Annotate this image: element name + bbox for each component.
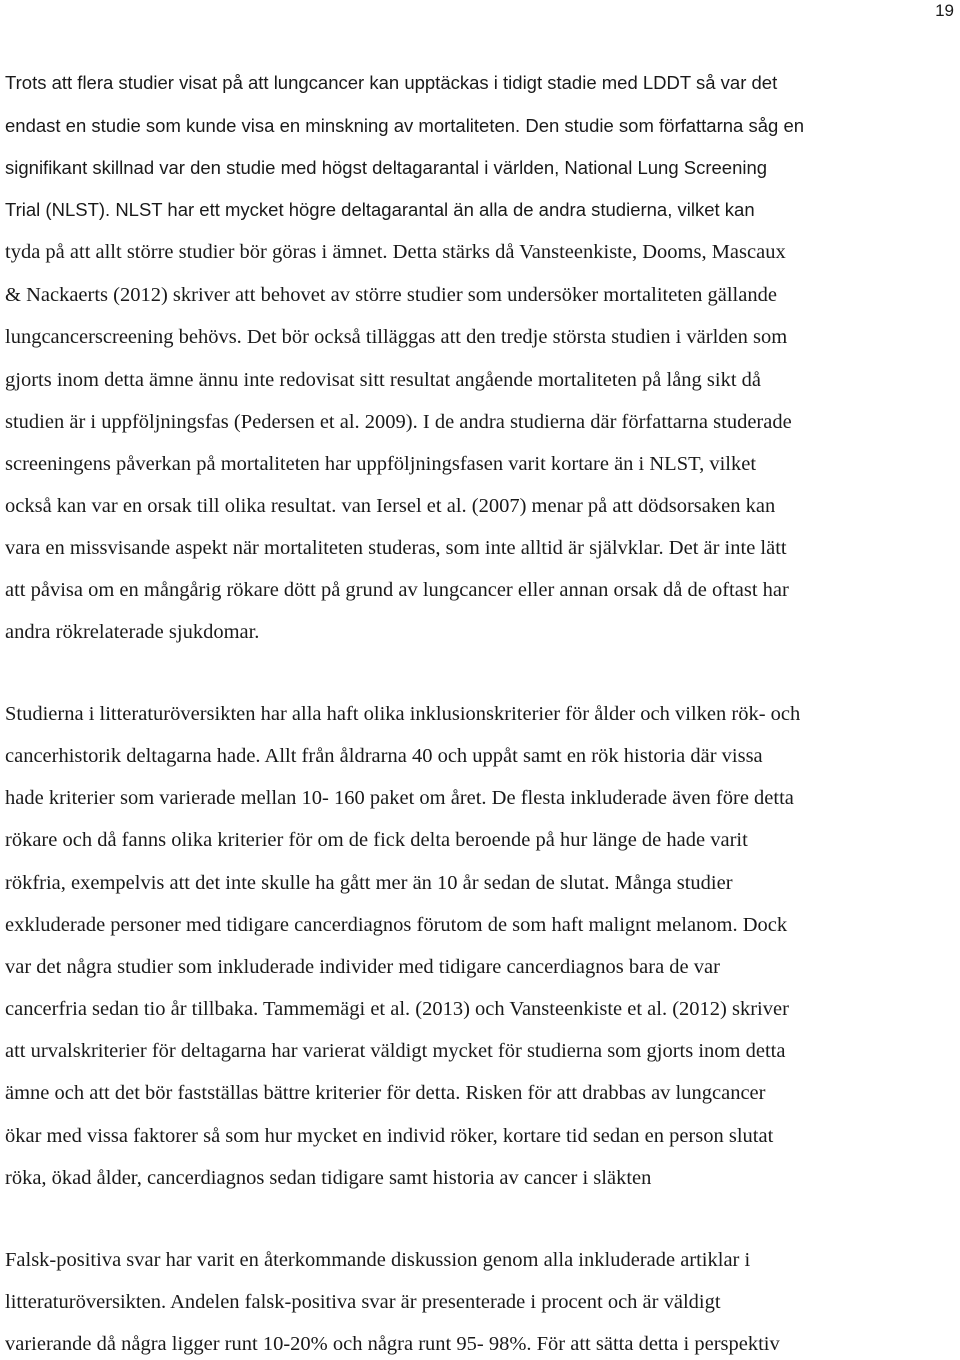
- text-line: exkluderade personer med tidigare cancerdiagnos förutom de som haft malignt melanom. Dock: [5, 914, 788, 936]
- text-line: också kan var en orsak till olika resultat. van Iersel et al. (2007) menar på att dödsorsaken kan: [5, 495, 776, 517]
- text-line: lungcancerscreening behövs. Det bör också tilläggas att den tredje största studien i världen som: [5, 326, 788, 348]
- text-line: ökar med vissa faktorer så som hur mycket en individ röker, kortare tid sedan en person slutat: [5, 1125, 774, 1147]
- text-line: tyda på att allt större studier bör göras i ämnet. Detta stärks då Vansteenkiste, Dooms, Mascaux: [5, 241, 786, 263]
- text-line: andra rökrelaterade sjukdomar.: [5, 621, 260, 643]
- text-line: screeningens påverkan på mortaliteten har uppföljningsfasen varit kortare än i NLST, vilket: [5, 453, 757, 475]
- text-line: rökfria, exempelvis att det inte skulle ha gått mer än 10 år sedan de slutat. Många studier: [5, 872, 733, 894]
- text-line: Trots att flera studier visat på att lungcancer kan upptäckas i tidigt stadie med LDDT så var det: [5, 72, 778, 93]
- text-line: ämne och att det bör fastställas bättre kriterier för detta. Risken för att drabbas av lungcancer: [5, 1082, 766, 1104]
- text-line: vara en missvisande aspekt när mortaliteten studeras, som inte alltid är självklar. Det är inte lätt: [5, 537, 787, 559]
- text-line: hade kriterier som varierade mellan 10- 160 paket om året. De flesta inkluderade även före detta: [5, 787, 794, 809]
- text-line: Falsk-positiva svar har varit en återkommande diskussion genom alla inkluderade artiklar i: [5, 1249, 751, 1271]
- text-line: var det några studier som inkluderade individer med tidigare cancerdiagnos bara de var: [5, 956, 720, 978]
- text-line: rökare och då fanns olika kriterier för om de fick delta beroende på hur länge de hade varit: [5, 829, 748, 851]
- text-line: gjorts inom detta ämne ännu inte redovisat sitt resultat angående mortaliteten på lång sikt då: [5, 369, 762, 391]
- text-line: Trial (NLST). NLST har ett mycket högre deltagarantal än alla de andra studierna, vilket kan: [5, 199, 755, 220]
- text-line: att påvisa om en mångårig rökare dött på grund av lungcancer eller annan orsak då de oftast har: [5, 579, 789, 601]
- text-line: signifikant skillnad var den studie med högst deltagarantal i världen, National Lung Screening: [5, 157, 768, 178]
- text-line: röka, ökad ålder, cancerdiagnos sedan tidigare samt historia av cancer i släkten: [5, 1167, 652, 1189]
- page-number: 19: [935, 1, 954, 20]
- text-line: endast en studie som kunde visa en minskning av mortaliteten. Den studie som författarna såg en: [5, 115, 805, 136]
- text-line: studien är i uppföljningsfas (Pedersen et al. 2009). I de andra studierna där författarna studerade: [5, 411, 792, 433]
- text-line: cancerhistorik deltagarna hade. Allt från åldrarna 40 och uppåt samt en rök historia där vissa: [5, 745, 763, 767]
- text-line: att urvalskriterier för deltagarna har varierat väldigt mycket för studierna som gjorts inom detta: [5, 1040, 786, 1062]
- text-line: Studierna i litteraturöversikten har alla haft olika inklusionskriterier för ålder och vilken rök- och: [5, 703, 801, 725]
- text-line: litteraturöversikten. Andelen falsk-positiva svar är presenterade i procent och är väldigt: [5, 1291, 721, 1313]
- text-line: varierande då några ligger runt 10-20% och några runt 95- 98%. För att sätta detta i perspektiv: [5, 1333, 780, 1355]
- text-line: & Nackaerts (2012) skriver att behovet av större studier som undersöker mortaliteten gällande: [5, 284, 777, 306]
- text-line: cancerfria sedan tio år tillbaka. Tammemägi et al. (2013) och Vansteenkiste et al. (2012) skriver: [5, 998, 789, 1020]
